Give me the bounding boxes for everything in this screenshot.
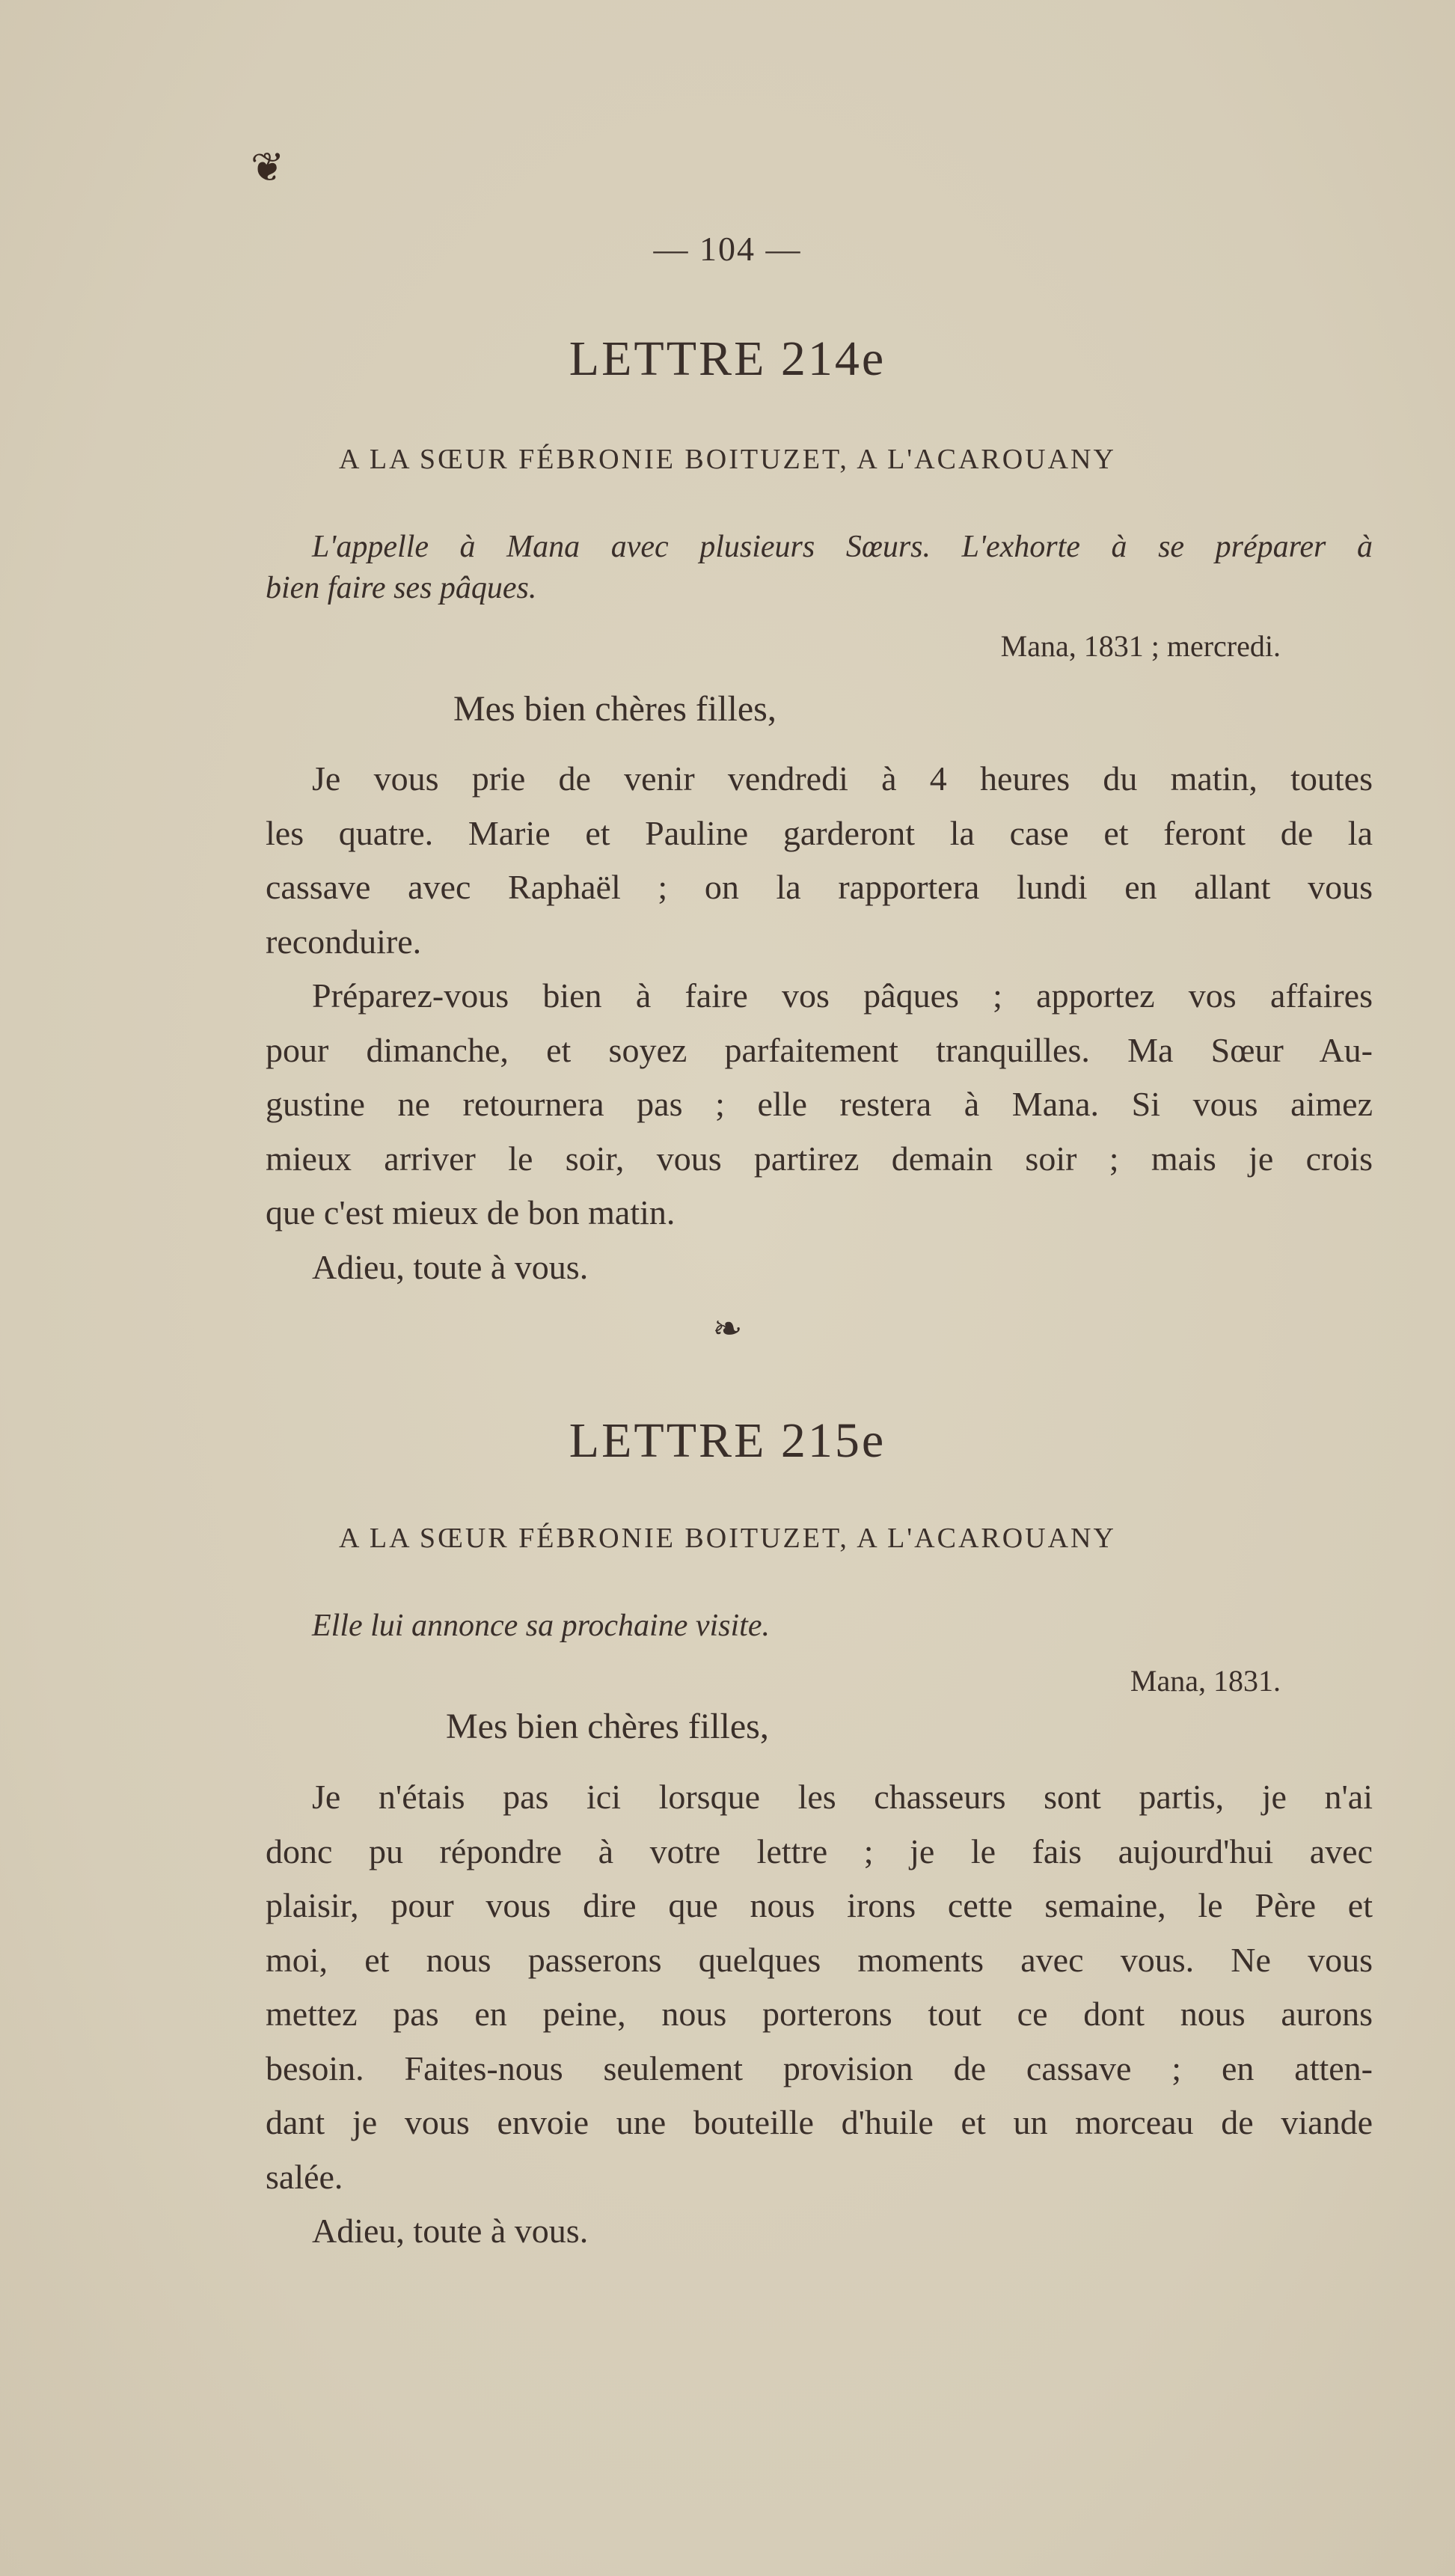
salutation: Mes bien chères filles, <box>446 1707 769 1746</box>
body-line: moi, et nous passerons quelques moments avec vous. Ne vous <box>266 1940 1373 1979</box>
salutation: Mes bien chères filles, <box>453 689 776 729</box>
body-line: reconduire. <box>266 922 422 961</box>
letter-summary <box>266 1599 1373 1653</box>
letter-body <box>266 1770 1373 2259</box>
letter-date: Mana, 1831 ; mercredi. <box>1000 629 1281 663</box>
body-line: besoin. Faites-nous seulement provision de cassave ; en atten- <box>266 2049 1373 2087</box>
letter-summary <box>266 520 1373 615</box>
letter-body <box>266 752 1373 1294</box>
body-line: gustine ne retournera pas ; elle restera à Mana. Si vous aimez <box>266 1085 1373 1123</box>
body-line: les quatre. Marie et Pauline garderont la case et feront de la <box>266 813 1373 852</box>
summary-line: Elle lui annonce sa prochaine visite. <box>312 1609 770 1643</box>
letter-title: LETTRE 214e <box>569 331 886 386</box>
ornament-divider: ❧ <box>712 1309 743 1349</box>
letter-date: Mana, 1831. <box>1130 1664 1281 1698</box>
body-line: pour dimanche, et soyez parfaitement tranquilles. Ma Sœur Au- <box>266 1030 1373 1069</box>
page-number: — 104 — <box>653 230 802 268</box>
letter-address: A LA SŒUR FÉBRONIE BOITUZET, A L'ACAROUANY <box>339 1523 1116 1554</box>
body-line: plaisir, pour vous dire que nous irons cette semaine, le Père et <box>266 1886 1373 1924</box>
margin-mark: ❦ <box>251 145 285 190</box>
body-line: dant je vous envoie une bouteille d'huile et un morceau de viande <box>266 2103 1373 2141</box>
body-line: Je vous prie de venir vendredi à 4 heures du matin, toutes <box>312 759 1373 798</box>
body-line: que c'est mieux de bon matin. <box>266 1193 676 1232</box>
body-line: Préparez-vous bien à faire vos pâques ; apportez vos affaires <box>312 976 1373 1015</box>
body-line: mettez pas en peine, nous porterons tout ce dont nous aurons <box>266 1995 1373 2033</box>
letter-title: LETTRE 215e <box>569 1413 886 1468</box>
body-line: salée. <box>266 2157 343 2196</box>
body-line: cassave avec Raphaël ; on la rapportera lundi en allant vous <box>266 868 1373 906</box>
body-line: Adieu, toute à vous. <box>312 2212 589 2250</box>
summary-line: L'appelle à Mana avec plusieurs Sœurs. L'exhorte à se préparer à <box>312 530 1373 564</box>
body-line: donc pu répondre à votre lettre ; je le fais aujourd'hui avec <box>266 1832 1373 1870</box>
letter-address: A LA SŒUR FÉBRONIE BOITUZET, A L'ACAROUANY <box>339 444 1116 475</box>
summary-line: bien faire ses pâques. <box>266 570 537 605</box>
body-line: Adieu, toute à vous. <box>312 1247 589 1286</box>
body-line: mieux arriver le soir, vous partirez demain soir ; mais je crois <box>266 1139 1373 1178</box>
body-line: Je n'étais pas ici lorsque les chasseurs sont partis, je n'ai <box>312 1778 1373 1816</box>
